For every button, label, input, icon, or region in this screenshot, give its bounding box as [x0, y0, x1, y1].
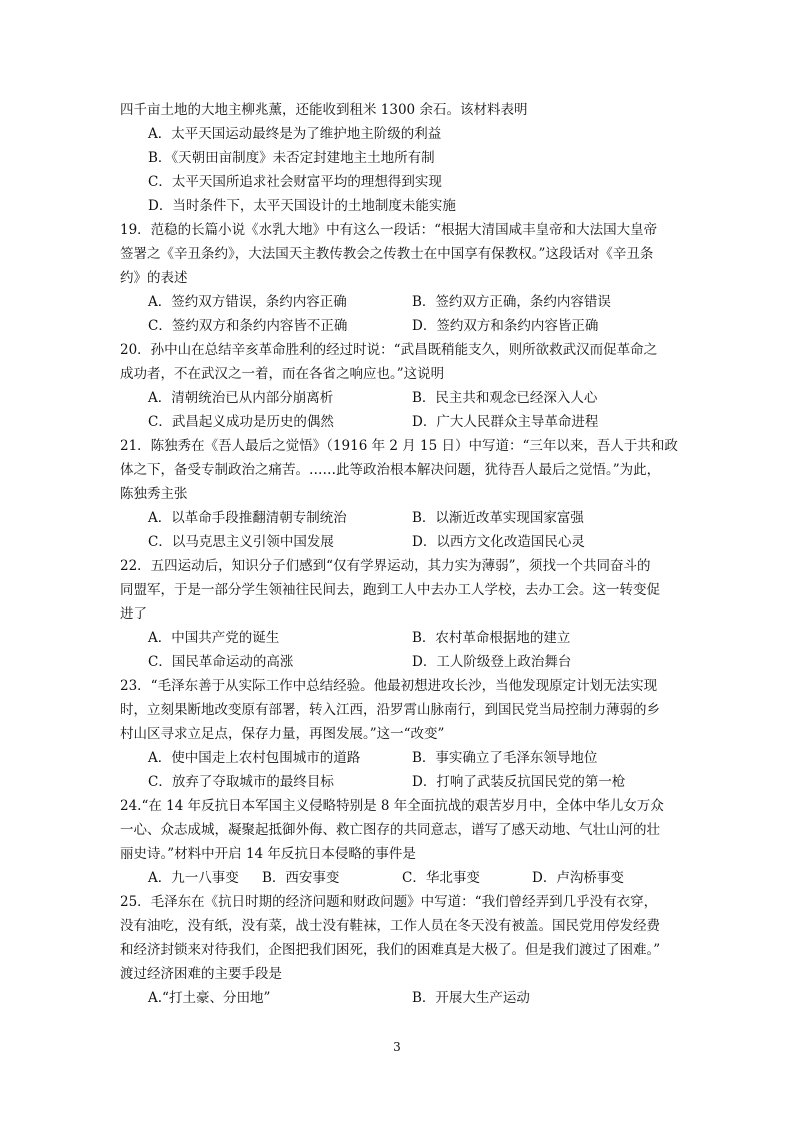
option-c: C．国民革命运动的高涨 — [148, 654, 294, 670]
exam-page-content — [120, 98, 680, 1010]
option-d: D．广大人民群众主导革命进程 — [412, 414, 599, 430]
options-row — [120, 530, 680, 554]
option-c: C．太平天国所追求社会财富平均的理想得到实现 — [148, 174, 442, 190]
option-c: C．签约双方和条约内容皆不正确 — [148, 318, 348, 334]
option-d: D．当时条件下，太平天国设计的土地制度未能实施 — [148, 198, 456, 214]
question-25 — [120, 890, 680, 1010]
question-21 — [120, 434, 680, 554]
options-row — [120, 314, 680, 338]
question-text: 21．陈独秀在《吾人最后之觉悟》（1916 年 2 月 15 日）中写道：“三年以来，吾人于共和政 — [120, 438, 678, 454]
question-24 — [120, 794, 680, 890]
question-text: 25．毛泽东在《抗日时期的经济问题和财政问题》中写道：“我们曾经弄到几乎没有衣穿， — [120, 894, 658, 910]
question-22 — [120, 554, 680, 674]
question-text: 渡过经济困难的主要手段是 — [120, 966, 282, 982]
options-row — [120, 386, 680, 410]
option-a: A．以革命手段推翻清朝专制统治 — [148, 510, 347, 526]
options-row — [120, 866, 680, 890]
option-b: B．开展大生产运动 — [412, 990, 530, 1006]
question-text: 一心、众志成城，凝聚起抵御外侮、救亡图存的共同意志，谱写了感天动地、气壮山河的壮 — [120, 822, 660, 838]
options-row — [120, 650, 680, 674]
question-text: 四千亩土地的大地主柳兆薰，还能收到租米 1300 余石。该材料表明 — [120, 102, 528, 118]
option-b: B．签约双方正确，条约内容错误 — [412, 294, 611, 310]
option-b: B．农村革命根据地的建立 — [412, 630, 571, 646]
options-row — [120, 770, 680, 794]
option-c: C．华北事变 — [402, 870, 480, 886]
question-text: 成功者，不在武汉之一着，而在各省之响应也。”这说明 — [120, 366, 445, 382]
question-text: 22．五四运动后，知识分子们感到“仅有学界运动，其力实为薄弱”，须找一个共同奋斗的 — [120, 558, 651, 574]
question-text: 体之下，备受专制政治之痛苦。……此等政治根本解决问题，犹待吾人最后之觉悟。”为此， — [120, 462, 661, 478]
question-text: 同盟军，于是一部分学生领袖往民间去，跑到工人中去办工人学校，去办工会。这一转变促 — [120, 582, 660, 598]
option-c: C．放弃了夺取城市的最终目标 — [148, 774, 334, 790]
question-text: 村山区寻求立足点，保存力量，再图发展。”这一“改变” — [120, 726, 445, 742]
option-a: A．九一八事变 — [148, 870, 239, 886]
question-text: 陈独秀主张 — [120, 486, 188, 502]
question-text: 19．范稳的长篇小说《水乳大地》中有这么一段话：“根据大清国咸丰皇帝和大法国大皇帝 — [120, 222, 658, 238]
option-a: A．中国共产党的诞生 — [148, 630, 280, 646]
option-b: B．西安事变 — [262, 870, 340, 886]
question-text: 时，立刻果断地改变原有部署，转入江西，沿罗霄山脉南行，到国民党当局控制力薄弱的乡 — [120, 702, 660, 718]
question-text: 进了 — [120, 606, 147, 622]
question-text: 20．孙中山在总结辛亥革命胜利的经过时说：“武昌既稍能支久，则所欲救武汉而促革命之 — [120, 342, 658, 358]
option-a: A．使中国走上农村包围城市的道路 — [148, 750, 361, 766]
option-b: B．事实确立了毛泽东领导地位 — [412, 750, 598, 766]
question-text: 24.“在 14 年反抗日本军国主义侵略特别是 8 年全面抗战的艰苦岁月中，全体中华儿女万众 — [120, 798, 664, 814]
options-row — [120, 290, 680, 314]
question-20 — [120, 338, 680, 434]
option-d: D．工人阶级登上政治舞台 — [412, 654, 572, 670]
option-c: C．武昌起义成功是历史的偶然 — [148, 414, 334, 430]
page-number: 3 — [393, 1040, 401, 1054]
question-text: 丽史诗。”材料中开启 14 年反抗日本侵略的事件是 — [120, 846, 416, 862]
question-19 — [120, 218, 680, 338]
option-d: D．签约双方和条约内容皆正确 — [412, 318, 599, 334]
option-b: B．《天朝田亩制度》未否定封建地主土地所有制 — [148, 150, 435, 166]
options-row — [120, 410, 680, 434]
option-d: D．卢沟桥事变 — [532, 870, 624, 886]
option-b: B．民主共和观念已经深入人心 — [412, 390, 598, 406]
question-text: 23．“毛泽东善于从实际工作中总结经验。他最初想进攻长沙，当他发现原定计划无法实现 — [120, 678, 658, 694]
options-row — [120, 986, 680, 1010]
options-row — [120, 746, 680, 770]
option-a: A．签约双方错误，条约内容正确 — [148, 294, 347, 310]
question-text: 没有油吃，没有纸，没有菜，战士没有鞋袜，工作人员在冬天没有被盖。国民党用停发经费 — [120, 918, 660, 934]
question-text: 约》的表述 — [120, 270, 188, 286]
options-row — [120, 626, 680, 650]
question-text: 签署之《辛丑条约》，大法国天主教传教会之传教士在中国享有保教权。”这段话对《辛丑条 — [120, 246, 654, 262]
question-23 — [120, 674, 680, 794]
option-a: A.“打土豪、分田地” — [148, 990, 271, 1006]
question-18-continued — [120, 98, 680, 218]
option-a: A．清朝统治已从内部分崩离析 — [148, 390, 334, 406]
option-c: C．以马克思主义引领中国发展 — [148, 534, 334, 550]
option-a: A．太平天国运动最终是为了维护地主阶级的利益 — [148, 126, 442, 142]
options-row — [120, 506, 680, 530]
option-b: B．以渐近改革实现国家富强 — [412, 510, 584, 526]
question-text: 和经济封锁来对待我们，企图把我们困死，我们的困难真是大极了。但是我们渡过了困难。” — [120, 942, 661, 958]
option-d: D．以西方文化改造国民心灵 — [412, 534, 585, 550]
option-d: D．打响了武装反抗国民党的第一枪 — [412, 774, 626, 790]
